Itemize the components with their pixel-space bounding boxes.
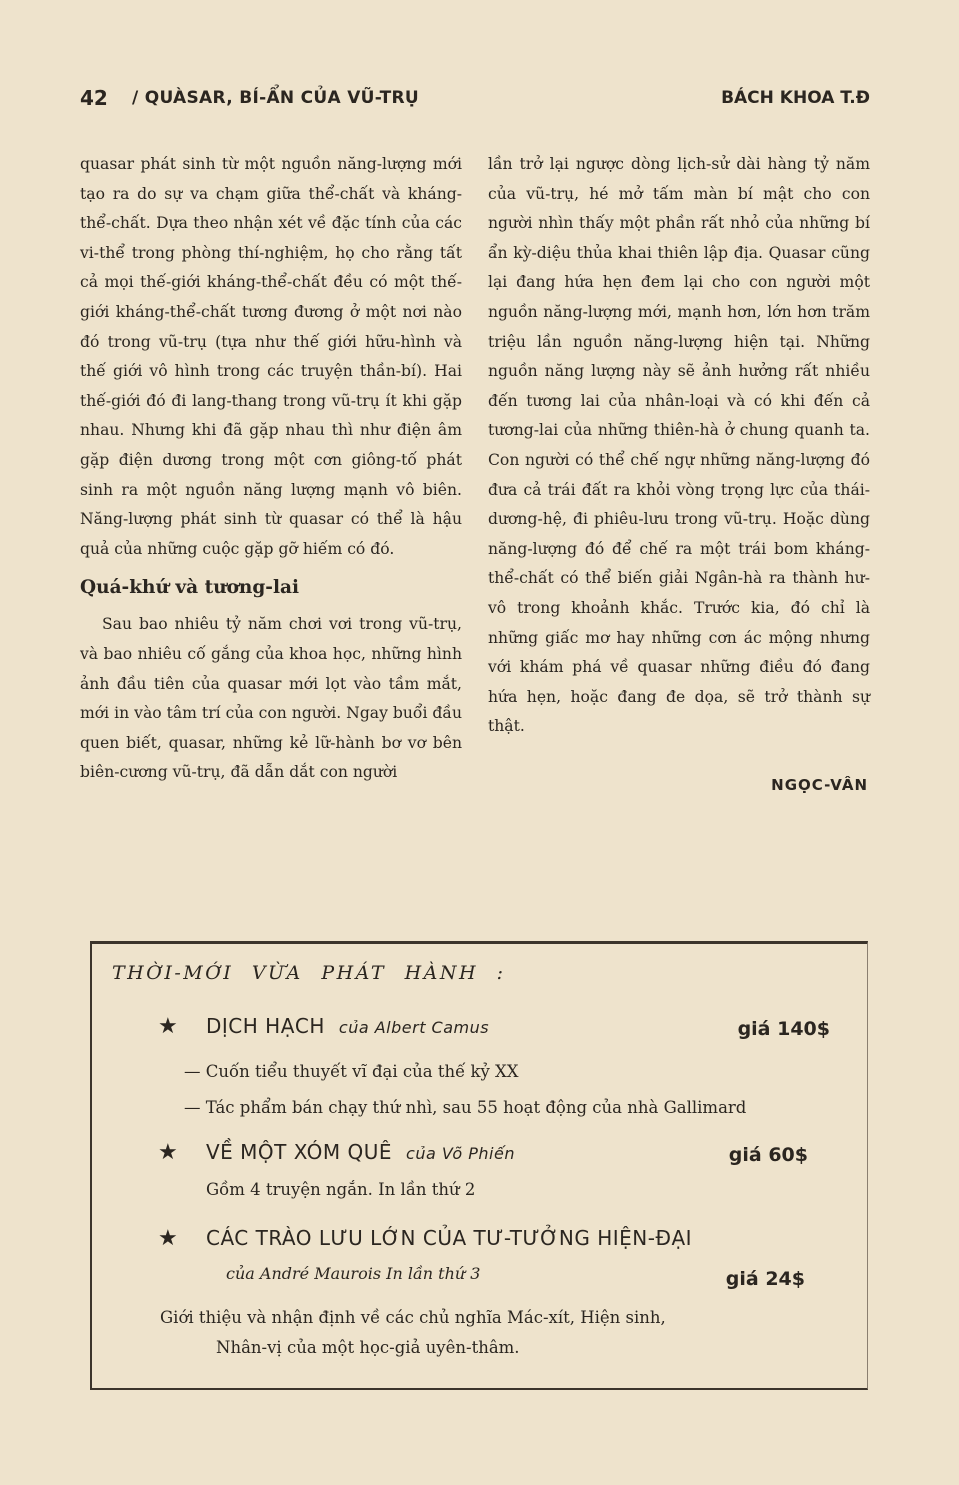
star-bullet-icon: ★ — [158, 1014, 178, 1039]
book-author: của André Maurois In lần thứ 3 — [226, 1264, 481, 1283]
article-column-left — [80, 150, 462, 788]
book-author: của Võ Phiến — [406, 1144, 515, 1163]
book-title: CÁC TRÀO LƯU LỚN CỦA TƯ-TƯỞNG HIỆN-ĐẠI — [206, 1226, 693, 1250]
journal-name: BÁCH KHOA T.Đ — [721, 88, 870, 108]
book-price: giá 140$ — [737, 1018, 830, 1040]
book-note: Nhân-vị của một học-giả uyên-thâm. — [216, 1338, 520, 1357]
article-paragraph: lần trở lại ngược dòng lịch-sử dài hàng tỷ năm của vũ-trụ, hé mở tấm màn bí mật cho con người nhìn thấy một phần rất nhỏ của những bí ẩn kỳ-diệu thủa khai thiên lập địa. Quasar cũng lại đang hứa hẹn đem lại cho con người một nguồn năng-lượng mới, mạnh hơn, lớn hơn trăm triệu lần nguồn năng-lượng hiện tại. Những nguồn năng lượng này sẽ ảnh hưởng rất nhiều đến tương lai của nhân-loại và có khi đến cả tương-lai của những thiên-hà ở chung quanh ta. Con người có thể chế ngự những năng-lượng đó đưa cả trái đất ra khỏi vòng trọng lực của thái-dương-hệ, đi phiêu-lưu trong vũ-trụ. Hoặc dùng năng-lượng đó để chế ra một trái bom kháng-thể-chất có thể biến giải Ngân-hà ra thành hư-vô trong khoảnh khắc. Trước kia, đó chỉ là những giấc mơ hay những cơn ác mộng nhưng với khám phá về quasar những điều đó đang hứa hẹn, hoặc đang đe dọa, sẽ trở thành sự thật. — [488, 155, 870, 736]
article-paragraph: quasar phát sinh từ một nguồn năng-lượng mới tạo ra do sự va chạm giữa thể-chất và kháng-thể-chất. Dựa theo nhận xét về đặc tính của các vi-thể trong phòng thí-nghiệm, họ cho rằng tất cả mọi thế-giới kháng-thể-chất đều có một thế-giới kháng-thể-chất tương đương ở một nơi nào đó trong vũ-trụ (tựa như thế giới hữu-hình và thế giới vô hình trong các truyện thần-bí). Hai thế-giới đó đi lang-thang trong vũ-trụ ít khi gặp nhau. Nhưng khi đã gặp nhau thì như điện âm gặp điện dương trong một cơn giông-tố phát sinh ra một nguồn năng lượng mạnh vô biên. Năng-lượng phát sinh từ quasar có thể là hậu quả của những cuộc gặp gỡ hiếm có đó. — [80, 155, 462, 558]
book-price: giá 24$ — [725, 1268, 805, 1290]
book-note: Gồm 4 truyện ngắn. In lần thứ 2 — [206, 1180, 476, 1199]
book-price: giá 60$ — [728, 1144, 808, 1166]
article-author: NGỌC-VÂN — [771, 775, 868, 794]
running-title: / QUÀSAR, BÍ-ẨN CỦA VŨ-TRỤ — [132, 88, 420, 108]
star-bullet-icon: ★ — [158, 1140, 178, 1165]
article-column-right — [488, 150, 870, 794]
page-header — [80, 86, 870, 116]
book-note: — Cuốn tiểu thuyết vĩ đại của thế kỷ XX — [184, 1062, 519, 1081]
book-note: — Tác phẩm bán chạy thứ nhì, sau 55 hoạt động của nhà Gallimard — [184, 1098, 747, 1117]
article-paragraph: Sau bao nhiêu tỷ năm chơi vơi trong vũ-trụ, và bao nhiêu cố gắng của khoa học, những hình ảnh đầu tiên của quasar mới lọt vào tầm mắt, mới in vào tâm trí của con người. Ngay buổi đầu quen biết, quasar, những kẻ lữ-hành bơ vơ bên biên-cương vũ-trụ, đã dẫn dắt con người — [80, 615, 462, 782]
advertisement-box — [90, 941, 868, 1390]
section-heading: Quá-khứ và tương-lai — [80, 577, 300, 599]
book-note: Giới thiệu và nhận định về các chủ nghĩa Mác-xít, Hiện sinh, — [160, 1308, 666, 1327]
page-number: 42 — [80, 86, 108, 110]
book-author: của Albert Camus — [338, 1018, 490, 1037]
book-title: VỀ MỘT XÓM QUÊ của Võ Phiến — [206, 1140, 515, 1164]
ad-heading: THỜI-MỚI VỪA PHÁT HÀNH : — [112, 962, 506, 984]
book-title: DỊCH HẠCH của Albert Camus — [206, 1014, 490, 1038]
star-bullet-icon: ★ — [158, 1226, 178, 1251]
